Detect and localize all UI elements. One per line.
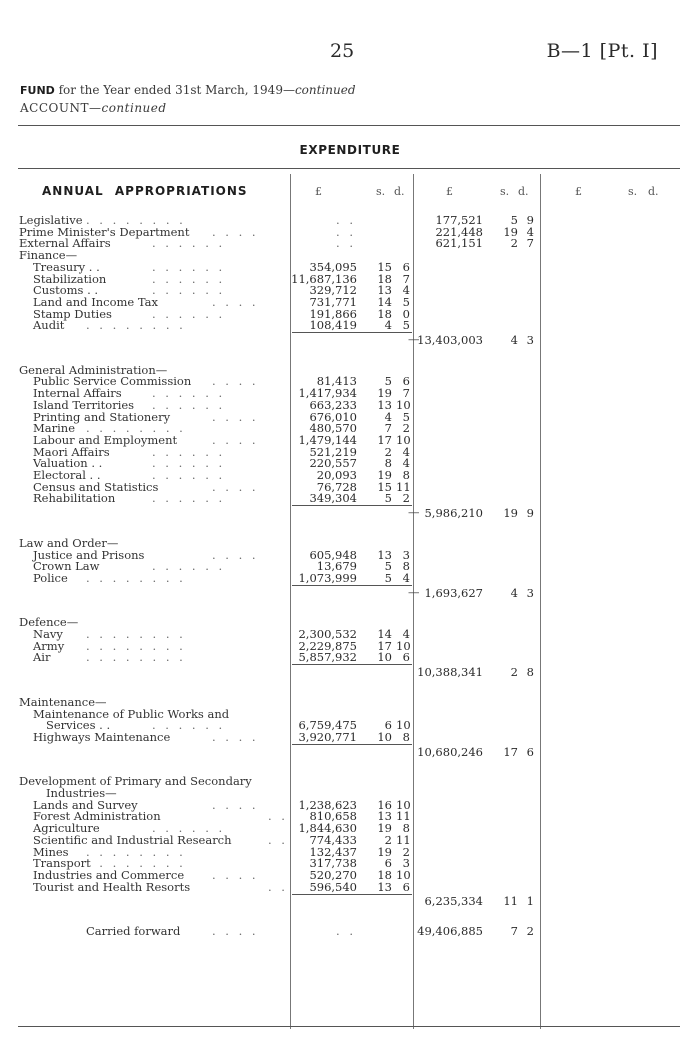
group-total-pence: 9 [526, 213, 534, 227]
item-amount-shillings: 19 [377, 844, 392, 859]
item-amount-shillings: 18 [377, 867, 392, 882]
item-amount-pence: 4 [402, 444, 410, 459]
item-amount-shillings: 19 [377, 468, 392, 482]
total-dash: — [408, 332, 420, 346]
row-label: Legislative [19, 213, 83, 227]
leader-dots: . . . . . . . . [86, 844, 186, 859]
leader-dots: . . [268, 879, 288, 894]
item-amount-shillings: 5 [384, 374, 392, 389]
item-amount-shillings: 17 [377, 432, 392, 447]
row-label: Island Territories [33, 397, 135, 412]
table-row [0, 492, 700, 504]
row-label: Public Service Commission [33, 374, 192, 389]
item-amount-pounds: 6,759,475 [298, 718, 357, 733]
leader-dots: . . . . [212, 409, 259, 424]
group-total-pence: 2 [526, 924, 534, 938]
leader-dots: . . . . [212, 924, 259, 938]
column-heading: ANNUAL APPROPRIATIONS [42, 184, 248, 198]
row-label: Internal Affairs [33, 386, 122, 401]
group-total-pence: 3 [526, 333, 534, 347]
leader-dots: . . . . [212, 797, 259, 812]
item-amount-shillings: 2 [384, 832, 392, 847]
table-row [0, 834, 700, 846]
account-text: ACCOUNT— [20, 101, 102, 115]
item-amount-pence: 5 [402, 318, 410, 333]
group-total-pounds: 6,235,334 [424, 894, 483, 909]
item-amount-pounds: 1,073,999 [298, 570, 357, 585]
table-row [0, 666, 700, 678]
item-amount-pounds: 1,417,934 [298, 386, 357, 401]
table-row [0, 881, 700, 893]
table-row [0, 237, 700, 249]
row-label: Justice and Prisons [33, 547, 145, 562]
item-amount-pence: 3 [402, 856, 410, 871]
fund-word: FUND [20, 84, 55, 97]
row-label: General Administration— [19, 362, 168, 377]
row-label: Marine [33, 421, 76, 436]
row-label: Maintenance— [19, 694, 107, 709]
row-label: Maori Affairs [33, 444, 110, 459]
item-amount-shillings: 10 [377, 650, 392, 665]
leader-dots: . . . . [212, 224, 259, 239]
item-amount-shillings: 14 [377, 294, 392, 309]
group-total-pounds: 5,986,210 [424, 506, 483, 521]
row-label: Treasury . . [33, 259, 100, 274]
item-amount-shillings: 19 [377, 386, 392, 401]
item-amount-pence: 10 [396, 867, 411, 882]
row-label: Army [33, 638, 65, 653]
leader-dots: . . . . . . [152, 468, 226, 482]
leader-dots: . . . . [212, 294, 259, 309]
item-amount-pence: 2 [402, 491, 410, 506]
page-number: 25 [330, 40, 355, 62]
leader-dots: . . . . . . [152, 491, 226, 506]
top-rule [18, 125, 680, 126]
leader-dots: . . . . . . . . [86, 421, 186, 436]
col2-pound-unit: £ [446, 185, 453, 198]
item-amount-shillings: 6 [384, 718, 392, 733]
row-label: Stamp Duties [33, 306, 112, 321]
account-continued: continued [101, 101, 167, 115]
item-amount-pence: 6 [402, 374, 410, 389]
row-label: Tourist and Health Resorts [33, 879, 191, 894]
leader-dots: . . . . . . [152, 386, 226, 401]
col1-s-unit: s. [376, 185, 386, 198]
row-label: Finance— [19, 248, 78, 263]
row-label: Census and Statistics [33, 479, 159, 494]
leader-dots: . . . . [212, 432, 259, 447]
item-amount-pounds: 3,920,771 [298, 729, 357, 744]
item-amount-shillings: 15 [377, 259, 392, 274]
leader-dots: . . . . . . . . [86, 318, 186, 333]
table-row [0, 334, 700, 346]
leader-dots: . . . . . . [152, 718, 226, 733]
item-amount-shillings: 13 [377, 809, 392, 824]
leader-dots: . . . . . . . . [86, 570, 186, 585]
item-amount-pounds: 605,948 [309, 547, 357, 562]
leader-dots: . . . . [212, 547, 259, 562]
group-total-pounds: 1,693,627 [424, 585, 483, 600]
group-total-pounds: 177,521 [435, 213, 483, 227]
row-label: Audit [33, 318, 65, 333]
leader-dots: . . . . . . [152, 821, 226, 836]
leader-dots: . . . . . . [152, 559, 226, 574]
item-amount-pence: 11 [396, 832, 411, 847]
row-label: Scientific and Industrial Research [33, 832, 232, 847]
item-amount-pence: 6 [402, 259, 410, 274]
group-total-pence: 7 [526, 236, 534, 251]
leader-dots: . . . . . . [152, 456, 226, 471]
group-total-pence: 9 [526, 506, 534, 521]
item-amount-shillings: 13 [377, 879, 392, 894]
table-row [0, 507, 700, 519]
leader-dots: . . . . [212, 374, 259, 389]
leader-dots: . . . . [212, 867, 259, 882]
item-amount-shillings: 15 [377, 479, 392, 494]
group-total-pence: 3 [526, 585, 534, 600]
group-total-pence: 4 [526, 224, 534, 239]
item-amount-shillings: 8 [384, 456, 392, 471]
item-amount-pence: 7 [402, 271, 410, 286]
item-amount-pence: 4 [402, 627, 410, 641]
row-label: Forest Administration [33, 809, 161, 824]
item-amount-pounds: 480,570 [309, 421, 357, 436]
row-label: Agriculture [33, 821, 100, 836]
item-amount-shillings: 13 [377, 283, 392, 298]
total-dash: — [408, 505, 420, 520]
item-amount-pounds: 774,433 [309, 832, 357, 847]
row-label: Services . . [46, 718, 111, 733]
item-amount-pounds: 349,304 [309, 491, 357, 506]
item-amount-pounds: 191,866 [309, 306, 357, 321]
item-amount-pounds: 81,413 [316, 374, 357, 389]
leader-dots: . . . . . . [152, 271, 226, 286]
group-total-pounds: 221,448 [435, 224, 483, 239]
item-amount-pence: 5 [402, 409, 410, 424]
item-amount-shillings: 7 [384, 421, 392, 436]
leader-dots: . . . . . . . . [86, 856, 186, 871]
item-amount-pence: 4 [402, 456, 410, 471]
subtitle-text: for the Year ended 31st March, 1949— [54, 83, 295, 97]
item-amount-pence: 10 [396, 718, 411, 733]
group-total-pounds: 621,151 [435, 236, 483, 251]
row-label: Customs . . [33, 283, 99, 298]
header-rule [18, 168, 680, 169]
item-amount-pence: 8 [402, 821, 410, 836]
section-title: EXPENDITURE [299, 143, 401, 157]
item-amount-pence: 2 [402, 844, 410, 859]
leader-dots: . . . . [212, 729, 259, 744]
item-amount-pounds: 317,738 [309, 856, 357, 871]
group-total-shillings: 4 [510, 585, 518, 600]
item-amount-pounds: 663,233 [309, 397, 357, 412]
item-amount-pounds: 354,095 [309, 259, 357, 274]
bottom-rule [18, 1026, 680, 1027]
group-total-shillings: 5 [510, 213, 518, 227]
item-amount-shillings: 6 [384, 856, 392, 871]
item-amount-pence: 7 [402, 386, 410, 401]
item-amount-pounds: 20,093 [316, 468, 357, 482]
item-amount-shillings: 17 [377, 638, 392, 653]
account-line [20, 101, 167, 115]
row-label: Prime Minister's Department [19, 224, 190, 239]
item-amount-pence: 8 [402, 729, 410, 744]
item-amount-pence: 8 [402, 468, 410, 482]
item-amount-pounds: 2,229,875 [298, 638, 357, 653]
item-amount-pence: 11 [396, 479, 411, 494]
col1-placeholder: . . [336, 224, 356, 239]
item-amount-pounds: 731,771 [309, 294, 357, 309]
row-label: Crown Law [33, 559, 100, 574]
row-label: Highways Maintenance [33, 729, 171, 744]
leader-dots: . . . . . . . . [86, 627, 186, 641]
row-label: Industries— [46, 786, 117, 800]
row-label: Defence— [19, 615, 79, 630]
item-amount-pounds: 108,419 [309, 318, 357, 333]
col3-s-unit: s. [628, 185, 638, 198]
table-row [0, 925, 700, 937]
item-amount-shillings: 4 [384, 318, 392, 333]
table-row [0, 261, 700, 273]
leader-dots: . . . . . . . . [86, 650, 186, 665]
row-label: Industries and Commerce [33, 867, 185, 882]
row-label: Stabilization [33, 271, 107, 286]
item-amount-pence: 6 [402, 650, 410, 665]
item-amount-pounds: 1,238,623 [298, 797, 357, 812]
group-total-shillings: 4 [510, 333, 518, 347]
item-amount-pounds: 76,728 [316, 479, 357, 494]
group-total-shillings: 11 [503, 894, 518, 909]
row-label: Maintenance of Public Works and [33, 706, 230, 721]
col3-d-unit: d. [648, 185, 659, 198]
table-row [0, 537, 700, 549]
col2-d-unit: d. [518, 185, 529, 198]
leader-dots: . . . . . . [152, 397, 226, 412]
leader-dots: . . . . . . [152, 283, 226, 298]
group-total-pence: 6 [526, 744, 534, 759]
item-amount-pence: 6 [402, 879, 410, 894]
document-reference: B—1 [Pt. I] [546, 40, 658, 62]
col1-d-unit: d. [394, 185, 405, 198]
col2-s-unit: s. [500, 185, 510, 198]
row-label: Printing and Stationery [33, 409, 171, 424]
item-amount-pence: 10 [396, 638, 411, 653]
table-row [0, 696, 700, 708]
item-amount-shillings: 13 [377, 397, 392, 412]
group-total-pounds: 13,403,003 [417, 333, 483, 347]
row-label: Labour and Employment [33, 432, 178, 447]
col1-pound-unit: £ [315, 185, 322, 198]
item-amount-shillings: 4 [384, 409, 392, 424]
item-amount-pence: 2 [402, 421, 410, 436]
leader-dots: . . . . . . . . [86, 638, 186, 653]
item-amount-pence: 10 [396, 797, 411, 812]
item-amount-shillings: 18 [377, 271, 392, 286]
item-amount-shillings: 16 [377, 797, 392, 812]
item-amount-pounds: 521,219 [309, 444, 357, 459]
group-total-shillings: 7 [510, 924, 518, 938]
leader-dots: . . . . [212, 479, 259, 494]
row-label: External Affairs [19, 236, 111, 251]
group-total-shillings: 19 [503, 506, 518, 521]
leader-dots: . . . . . . [152, 259, 226, 274]
row-label: Air [33, 650, 51, 665]
leader-dots: . . [268, 809, 288, 824]
col1-placeholder: . . [336, 213, 356, 227]
table-row [0, 731, 700, 743]
item-amount-pounds: 596,540 [309, 879, 357, 894]
group-total-shillings: 2 [510, 236, 518, 251]
item-amount-pounds: 1,479,144 [298, 432, 357, 447]
item-amount-pence: 10 [396, 432, 411, 447]
group-total-pence: 1 [526, 894, 534, 909]
table-row [0, 651, 700, 663]
leader-dots: . . [268, 832, 288, 847]
item-amount-pence: 3 [402, 547, 410, 562]
item-amount-pence: 10 [396, 397, 411, 412]
row-label: Law and Order— [19, 535, 119, 550]
leader-dots: . . . . . . . . [86, 213, 186, 227]
item-amount-pounds: 676,010 [309, 409, 357, 424]
item-amount-shillings: 19 [377, 821, 392, 836]
col3-pound-unit: £ [575, 185, 582, 198]
running-subtitle [20, 83, 356, 97]
item-amount-pounds: 5,857,932 [298, 650, 357, 665]
item-amount-pence: 4 [402, 570, 410, 585]
item-amount-shillings: 5 [384, 491, 392, 506]
group-total-pounds: 10,388,341 [417, 665, 483, 680]
row-label: Transport [33, 856, 91, 871]
item-amount-pounds: 520,270 [309, 867, 357, 882]
row-label: Mines [33, 844, 69, 859]
row-label: Carried forward [86, 924, 181, 938]
row-label: Rehabilitation [33, 491, 116, 506]
item-amount-pence: 0 [402, 306, 410, 321]
leader-dots: . . . . . . [152, 306, 226, 321]
item-amount-pence: 8 [402, 559, 410, 574]
item-amount-shillings: 13 [377, 547, 392, 562]
item-amount-shillings: 10 [377, 729, 392, 744]
leader-dots: . . . . . . [152, 444, 226, 459]
table-row [0, 319, 700, 331]
item-amount-shillings: 5 [384, 570, 392, 585]
item-amount-pounds: 132,437 [309, 844, 357, 859]
total-dash: — [408, 584, 420, 599]
row-label: Development of Primary and Secondary [19, 774, 252, 789]
item-amount-shillings: 18 [377, 306, 392, 321]
table-row [0, 746, 700, 758]
item-amount-pence: 4 [402, 283, 410, 298]
item-amount-pounds: 13,679 [316, 559, 357, 574]
leader-dots: . . . . . . [152, 236, 226, 251]
row-label: Land and Income Tax [33, 294, 158, 309]
item-amount-shillings: 5 [384, 559, 392, 574]
subtitle-continued: continued [294, 83, 356, 97]
item-amount-shillings: 14 [377, 627, 392, 641]
group-total-shillings: 2 [510, 665, 518, 680]
item-amount-pounds: 1,844,630 [298, 821, 357, 836]
item-amount-pounds: 220,557 [309, 456, 357, 471]
col1-placeholder: . . [336, 924, 356, 938]
group-total-pounds: 10,680,246 [417, 744, 483, 759]
item-amount-pence: 5 [402, 294, 410, 309]
item-amount-pounds: 11,687,136 [291, 271, 357, 286]
row-label: Police [33, 570, 68, 585]
item-amount-pence: 11 [396, 809, 411, 824]
group-total-shillings: 19 [503, 224, 518, 239]
table-row [0, 399, 700, 411]
col1-placeholder: . . [336, 236, 356, 251]
table-row [0, 572, 700, 584]
item-amount-pounds: 2,300,532 [298, 627, 357, 641]
table-row [0, 584, 700, 600]
group-total-shillings: 17 [503, 744, 518, 759]
row-label: Electoral . . [33, 468, 101, 482]
item-amount-pounds: 329,712 [309, 283, 357, 298]
row-label: Lands and Survey [33, 797, 138, 812]
row-label: Valuation . . [33, 456, 103, 471]
item-amount-pounds: 810,658 [309, 809, 357, 824]
table-row [0, 895, 700, 907]
item-amount-shillings: 2 [384, 444, 392, 459]
group-total-pounds: 49,406,885 [417, 924, 483, 938]
group-total-pence: 8 [526, 665, 534, 680]
row-label: Navy [33, 627, 63, 641]
